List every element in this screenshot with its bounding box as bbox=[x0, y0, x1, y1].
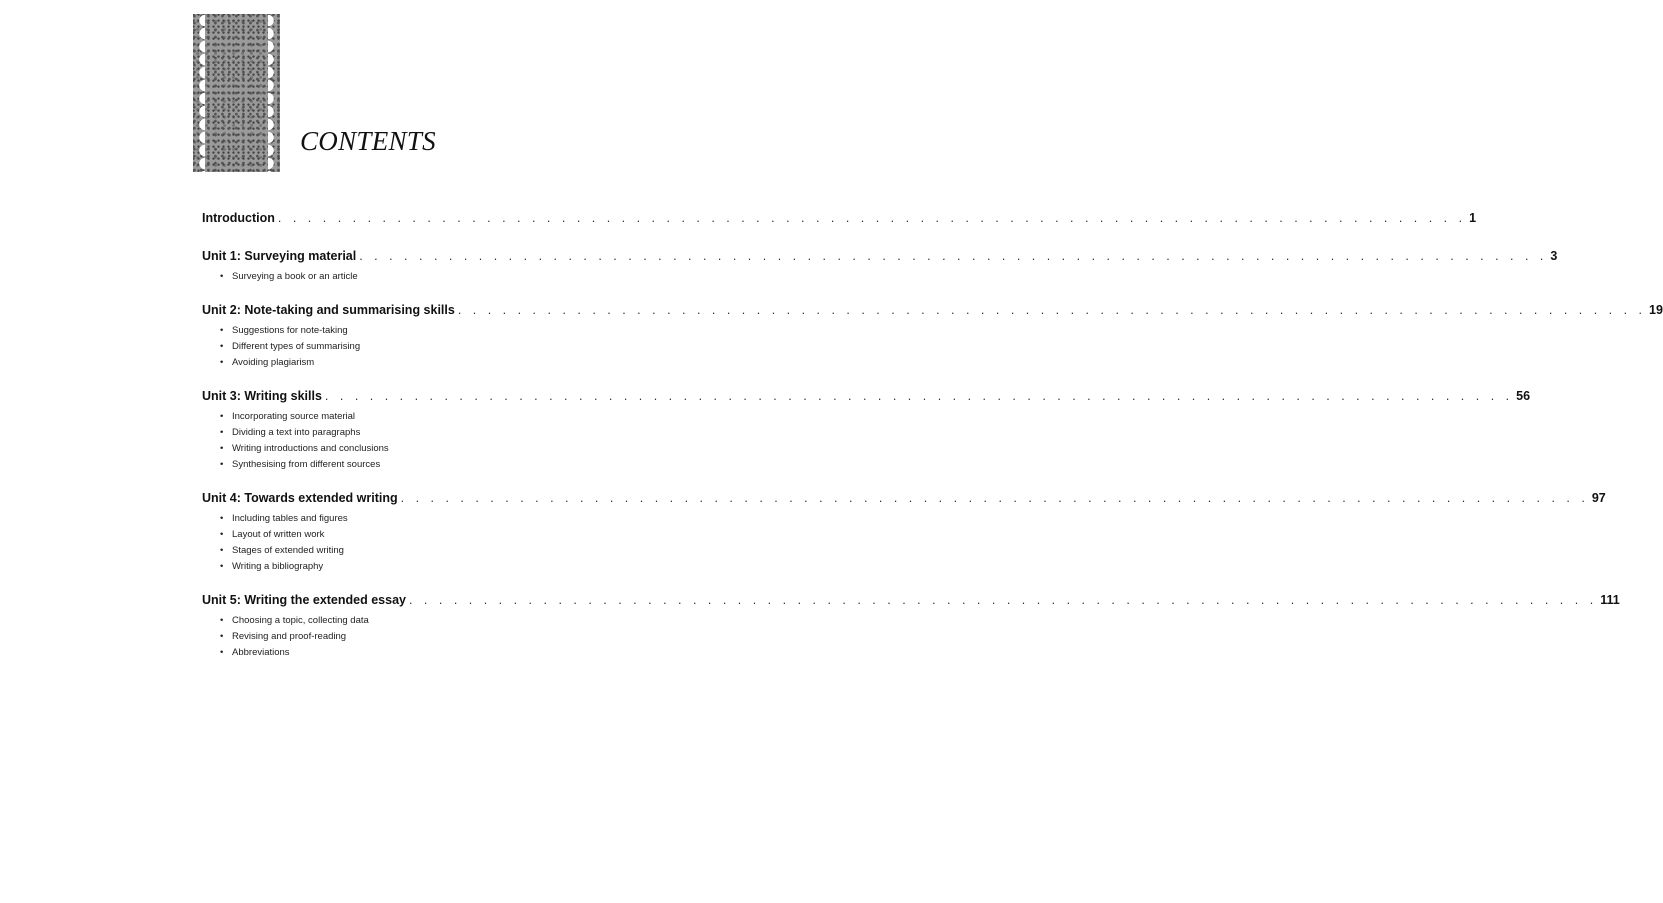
toc-section bbox=[202, 491, 1606, 575]
toc-subitem bbox=[220, 645, 587, 661]
bullet-icon: • bbox=[220, 357, 224, 368]
toc-subitem bbox=[220, 269, 587, 285]
toc-page-number: 97 bbox=[1591, 491, 1606, 505]
bullet-icon: • bbox=[220, 411, 224, 422]
toc-page-number: 3 bbox=[1550, 249, 1558, 263]
toc-entry[interactable] bbox=[202, 211, 1477, 231]
bullet-icon: • bbox=[220, 427, 224, 438]
toc-subitem-list bbox=[220, 323, 587, 371]
bullet-icon: • bbox=[220, 615, 224, 626]
bullet-icon: • bbox=[220, 561, 224, 572]
toc-subitem bbox=[220, 339, 587, 355]
toc-subitem bbox=[220, 457, 587, 473]
toc-page-number: 19 bbox=[1649, 303, 1663, 317]
toc-page-number: 111 bbox=[1600, 593, 1620, 607]
dot-leader: . . . . . . . . . . . . . . . . . . . . . . . . . . . . . . . . . . . . . . . . . . . . . . . . . . . . . . . . . . . . . . . . . . . . . . . . . . . . . . . . bbox=[457, 303, 1647, 317]
toc-subitem-label: Writing introductions and conclusions bbox=[232, 443, 389, 454]
toc-subitem bbox=[220, 355, 587, 371]
dot-leader: . . . . . . . . . . . . . . . . . . . . . . . . . . . . . . . . . . . . . . . . . . . . . . . . . . . . . . . . . . . . . . . . . . . . . . . . . . . . . . . . bbox=[359, 249, 1548, 263]
toc-subitem bbox=[220, 559, 587, 575]
toc-subitem bbox=[220, 511, 587, 527]
bullet-icon: • bbox=[220, 513, 224, 524]
toc-section bbox=[202, 211, 1477, 231]
toc-section bbox=[202, 303, 1663, 371]
toc-subitem-label: Stages of extended writing bbox=[232, 545, 344, 556]
toc-section bbox=[202, 389, 1531, 473]
toc-subitem bbox=[220, 409, 587, 425]
toc-entry-label: Unit 1: Surveying material bbox=[202, 249, 357, 263]
toc-section bbox=[202, 593, 1620, 661]
dot-leader: . . . . . . . . . . . . . . . . . . . . . . . . . . . . . . . . . . . . . . . . . . . . . . . . . . . . . . . . . . . . . . . . . . . . . . . . . . . . . . . . bbox=[277, 211, 1467, 225]
table-of-contents bbox=[202, 211, 1663, 679]
toc-subitem-label: Different types of summarising bbox=[232, 341, 361, 352]
toc-subitem-label: Avoiding plagiarism bbox=[232, 357, 315, 368]
dot-leader: . . . . . . . . . . . . . . . . . . . . . . . . . . . . . . . . . . . . . . . . . . . . . . . . . . . . . . . . . . . . . . . . . . . . . . . . . . . . . . . . bbox=[400, 491, 1589, 505]
dot-leader: . . . . . . . . . . . . . . . . . . . . . . . . . . . . . . . . . . . . . . . . . . . . . . . . . . . . . . . . . . . . . . . . . . . . . . . . . . . . . . . . bbox=[408, 593, 1598, 607]
toc-subitem bbox=[220, 323, 587, 339]
page-title: CONTENTS bbox=[300, 126, 436, 156]
toc-subitem-list bbox=[220, 613, 587, 661]
bullet-icon: • bbox=[220, 631, 224, 642]
toc-entry[interactable] bbox=[202, 593, 1620, 613]
bullet-icon: • bbox=[220, 341, 224, 352]
toc-entry-label: Unit 2: Note-taking and summarising skills bbox=[202, 303, 455, 317]
toc-subitem-label: Abbreviations bbox=[232, 647, 290, 658]
toc-entry-label: Introduction bbox=[202, 211, 275, 225]
toc-subitem-label: Surveying a book or an article bbox=[232, 271, 358, 282]
toc-subitem bbox=[220, 613, 587, 629]
toc-subitem-list bbox=[220, 409, 587, 473]
toc-subitem-list bbox=[220, 269, 587, 285]
bullet-icon: • bbox=[220, 545, 224, 556]
toc-entry[interactable] bbox=[202, 303, 1663, 323]
toc-subitem bbox=[220, 629, 587, 645]
toc-subitem-label: Suggestions for note-taking bbox=[232, 325, 348, 336]
bullet-icon: • bbox=[220, 271, 224, 282]
toc-section bbox=[202, 249, 1558, 285]
toc-subitem-label: Including tables and figures bbox=[232, 513, 348, 524]
toc-subitem bbox=[220, 425, 587, 441]
toc-page-number: 1 bbox=[1469, 211, 1477, 225]
toc-subitem-label: Incorporating source material bbox=[232, 411, 356, 422]
banner-left-edge bbox=[193, 14, 205, 172]
toc-subitem-label: Writing a bibliography bbox=[232, 561, 324, 572]
toc-subitem bbox=[220, 543, 587, 559]
dot-leader: . . . . . . . . . . . . . . . . . . . . . . . . . . . . . . . . . . . . . . . . . . . . . . . . . . . . . . . . . . . . . . . . . . . . . . . . . . . . . . . . bbox=[324, 389, 1514, 403]
toc-subitem-label: Dividing a text into paragraphs bbox=[232, 427, 361, 438]
toc-entry[interactable] bbox=[202, 389, 1531, 409]
toc-subitem-label: Synthesising from different sources bbox=[232, 459, 381, 470]
toc-entry-label: Unit 5: Writing the extended essay bbox=[202, 593, 406, 607]
bullet-icon: • bbox=[220, 443, 224, 454]
toc-subitem-label: Revising and proof-reading bbox=[232, 631, 347, 642]
bullet-icon: • bbox=[220, 459, 224, 470]
toc-page-number: 56 bbox=[1516, 389, 1531, 403]
banner-right-edge bbox=[268, 14, 280, 172]
toc-entry[interactable] bbox=[202, 491, 1606, 511]
toc-entry[interactable] bbox=[202, 249, 1558, 269]
toc-subitem-list bbox=[220, 511, 587, 575]
toc-subitem bbox=[220, 441, 587, 457]
toc-subitem bbox=[220, 527, 587, 543]
toc-entry-label: Unit 4: Towards extended writing bbox=[202, 491, 398, 505]
toc-subitem-label: Choosing a topic, collecting data bbox=[232, 615, 369, 626]
toc-subitem-label: Layout of written work bbox=[232, 529, 325, 540]
toc-entry-label: Unit 3: Writing skills bbox=[202, 389, 322, 403]
decorative-banner bbox=[193, 14, 280, 172]
bullet-icon: • bbox=[220, 647, 224, 658]
bullet-icon: • bbox=[220, 529, 224, 540]
bullet-icon: • bbox=[220, 325, 224, 336]
